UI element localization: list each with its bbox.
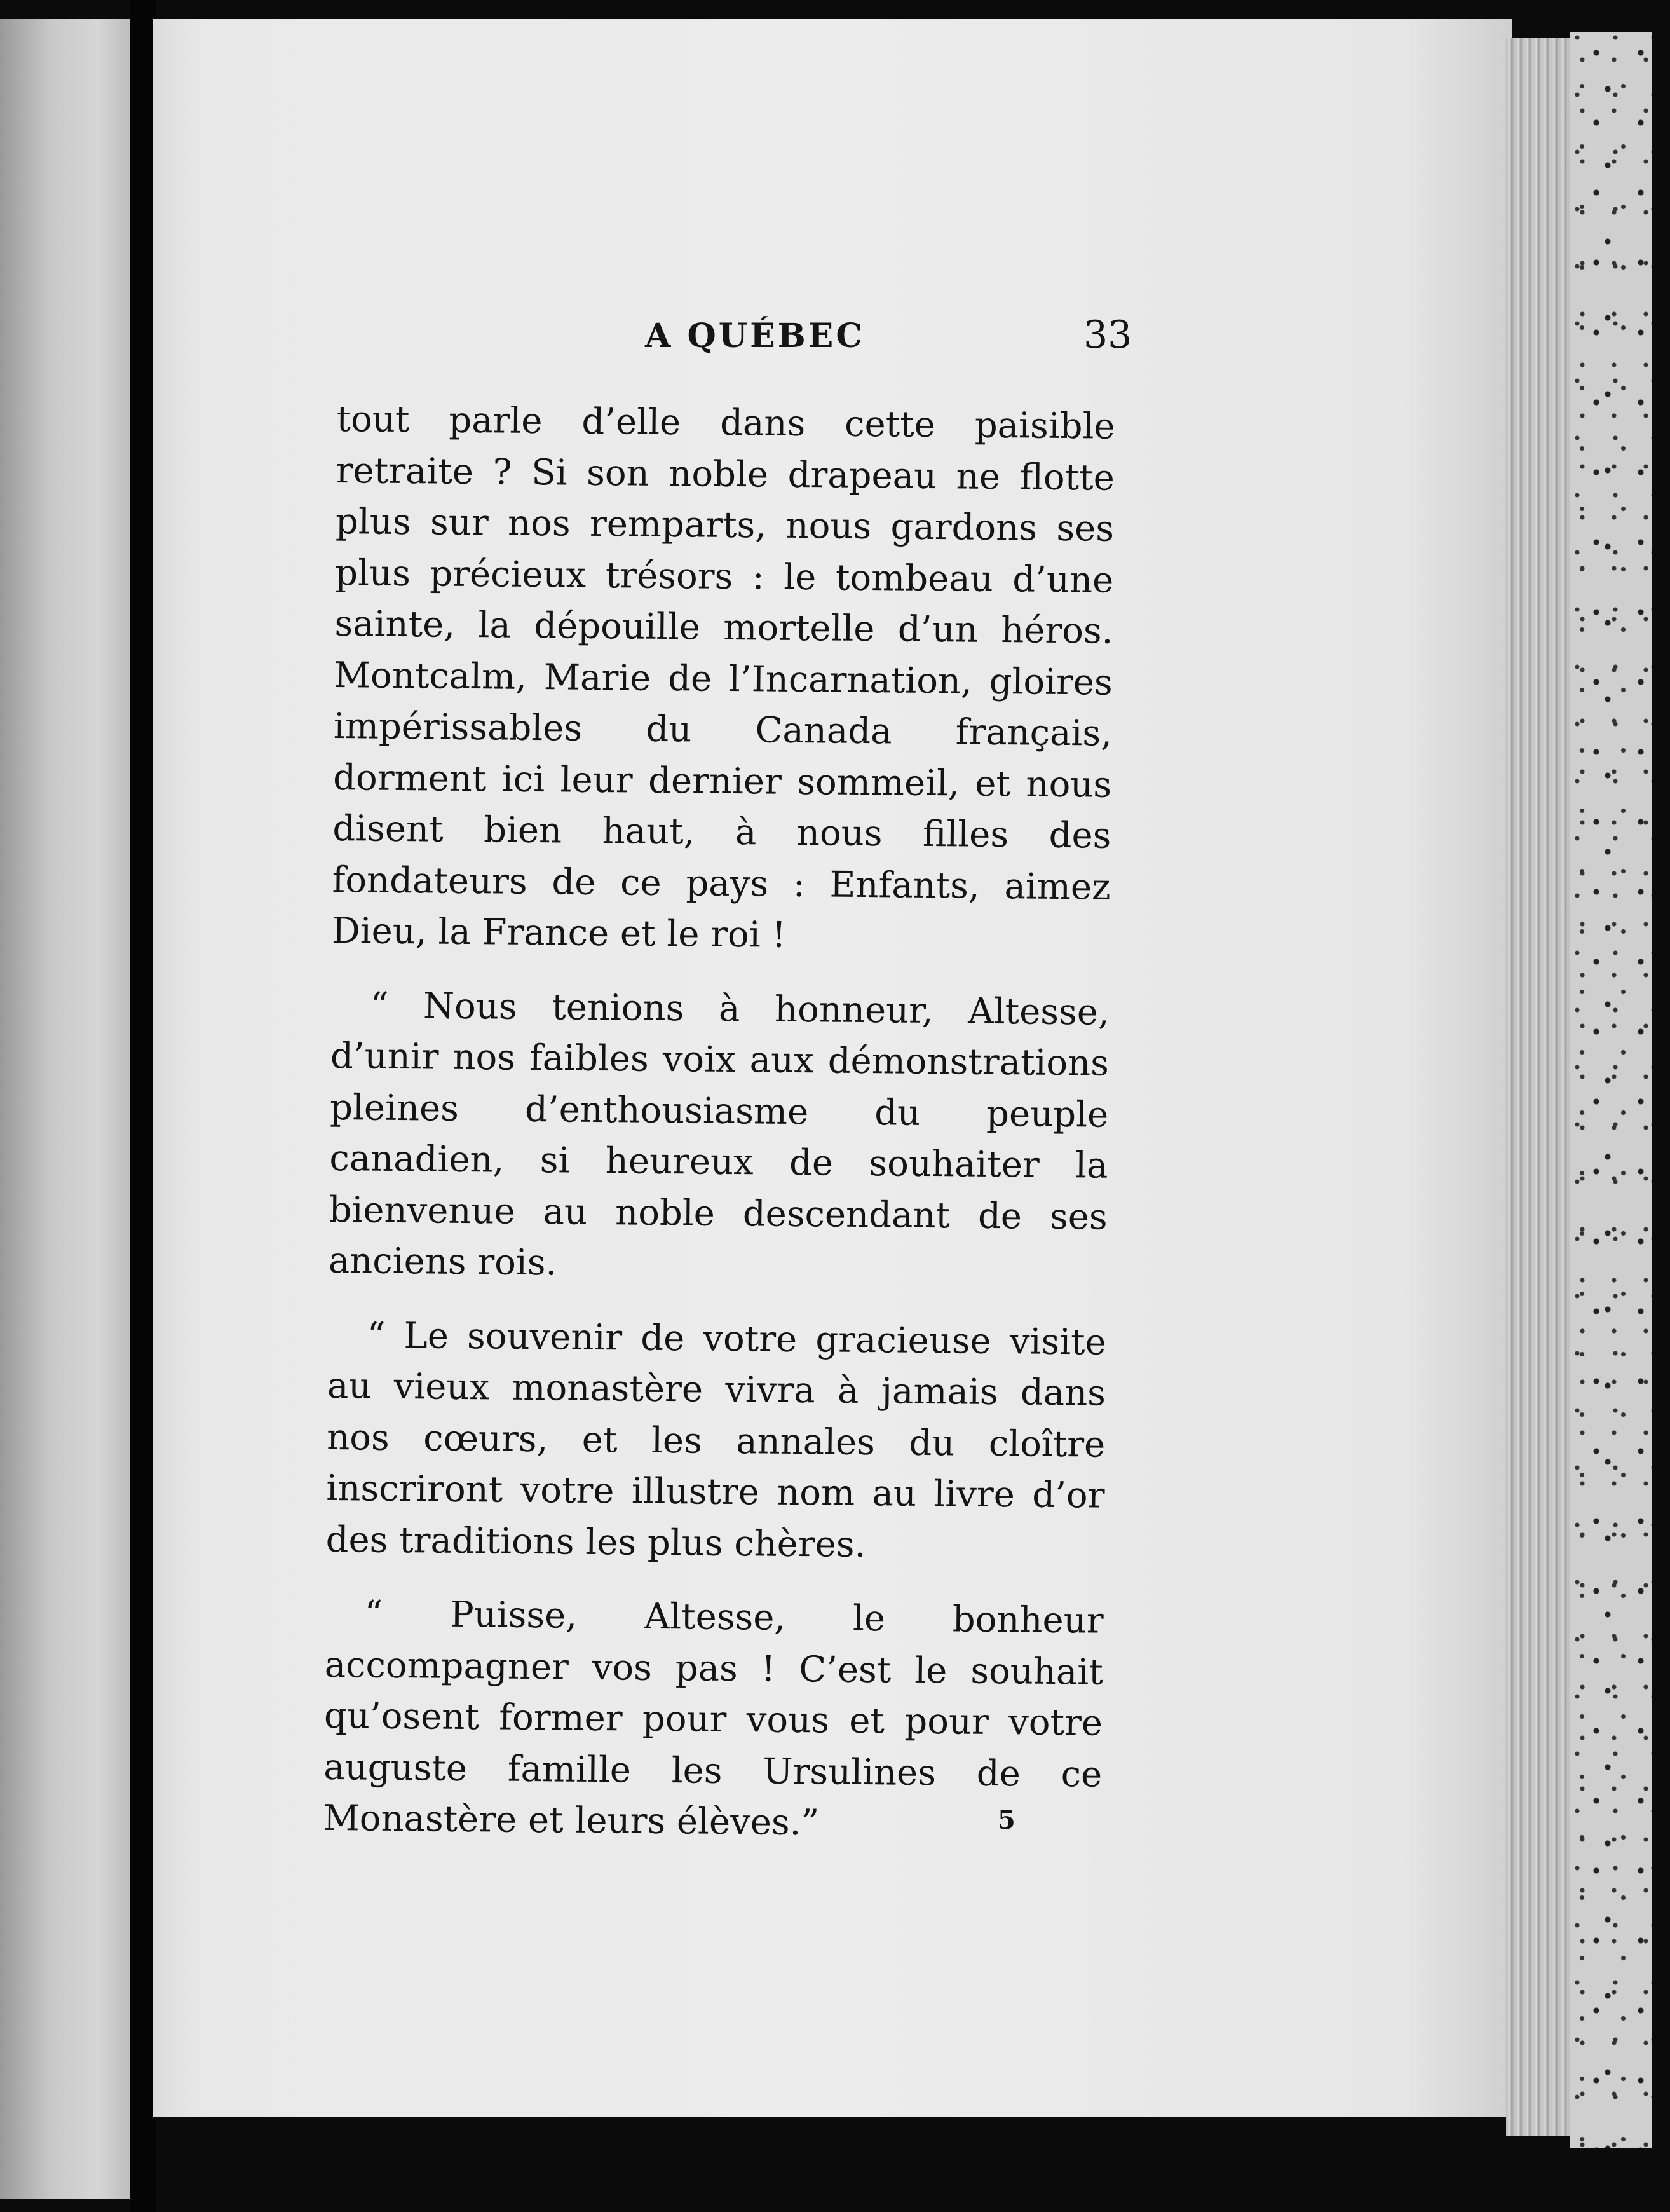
running-head: A QUÉBEC xyxy=(645,317,865,355)
book-gutter xyxy=(130,0,156,2212)
paragraph: “ Nous tenions à honneur, Altesse, d’unir nos faibles voix aux démonstrations pleines d’enthousiasme du peuple canadien, si heureux de souhaiter la bienvenue au noble descendant de ses anciens rois. xyxy=(328,985,1110,1284)
page-number: 33 xyxy=(1083,313,1132,357)
paragraph: “ Le souvenir de votre gracieuse visite au vieux monastère vivra à jamais dans nos cœurs, et les annales du cloître inscriront votre illustre nom au livre d’or des traditions les plus chères. xyxy=(325,1314,1107,1566)
signature-mark: 5 xyxy=(998,1805,1015,1835)
paragraph: tout parle d’elle dans cette paisible retraite ? Si son noble drapeau ne flotte plus sur nos remparts, nous gardons ses plus précieux trésors : le tombeau d’une sainte, la dépouille mortelle d’un héros. Montcalm, Marie de l’Incarnation, gloires impérissables du Canada français, dorment ici leur dernier sommeil, et nous disent bien haut, à nous filles des fondateurs de ce pays : Enfants, aimez Dieu, la France et le roi ! xyxy=(331,398,1115,956)
body-text xyxy=(323,394,1115,1852)
paragraph: “ Puisse, Altesse, le bonheur accompagner vos pas ! C’est le souhait qu’osent former pour vous et pour votre auguste famille les Ursulines de ce Monastère et leurs élèves.” xyxy=(323,1593,1104,1844)
page-block-edge xyxy=(1570,32,1652,2148)
left-facing-page-edge xyxy=(0,19,130,2199)
